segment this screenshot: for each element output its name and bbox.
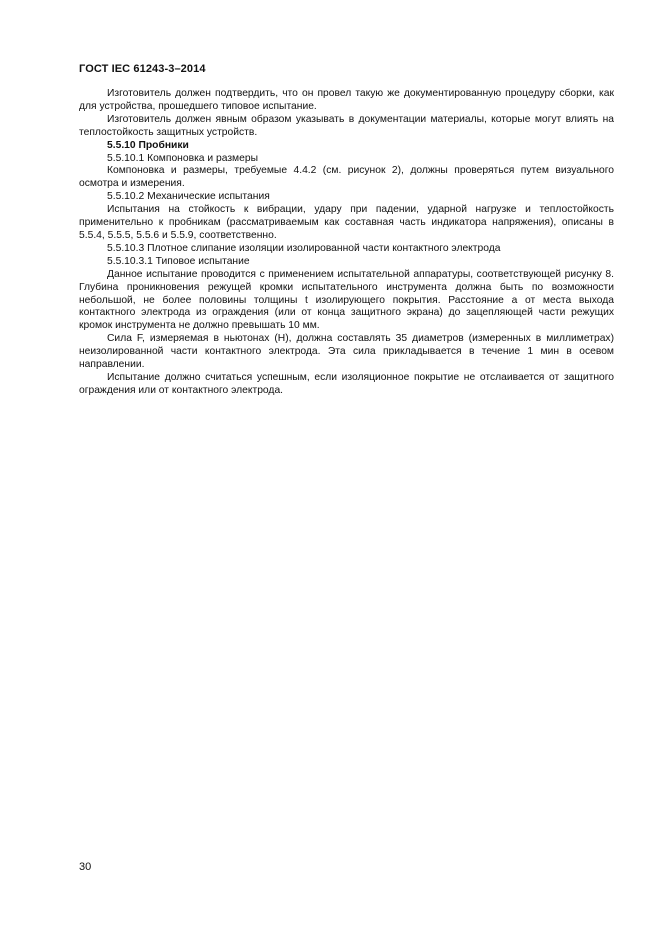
- subsection-heading-5-5-10-2: 5.5.10.2 Механические испытания: [107, 191, 270, 203]
- document-body: [79, 88, 614, 398]
- paragraph-type-test: Данное испытание проводится с применением испытательной аппаратуры, соответствующей рисунку 8. Глубина проникновения режущей кромки испытательного инструмента должна быть по возможности небольшой, не более половины толщины t изолирующего покрытия. Расстояние a от места выхода контактного электрода из ограждения (или от конца защитного экрана) до зацепляющей части режущих кромок инструмента не должно превышать 10 мм.: [79, 268, 614, 332]
- subsection-heading-5-5-10-3: 5.5.10.3 Плотное слипание изоляции изолированной части контактного электрода: [107, 242, 501, 254]
- page-number: 30: [79, 861, 92, 873]
- paragraph-mechanical-tests: Испытания на стойкость к вибрации, удару при падении, ударной нагрузке и теплостойкость применительно к пробникам (рассматриваемым как составная часть индикатора напряжения), описаны в 5.5.4, 5.5.5, 5.5.6 и 5.5.9, соответственно.: [79, 204, 614, 241]
- document-header: ГОСТ IEC 61243-3–2014: [79, 63, 206, 75]
- paragraph-success-criterion: Испытание должно считаться успешным, если изоляционное покрытие не отслаивается от защитного ограждения или от контактного электрода.: [79, 371, 614, 396]
- paragraph-manufacturer-procedure: Изготовитель должен подтвердить, что он провел такую же документированную процедуру сборки, как для устройства, прошедшего типовое испытание.: [79, 88, 614, 112]
- subsection-heading-5-5-10-1: 5.5.10.1 Компоновка и размеры: [107, 152, 258, 164]
- section-heading-5-5-10: 5.5.10 Пробники: [107, 139, 189, 151]
- subsection-heading-5-5-10-3-1: 5.5.10.3.1 Типовое испытание: [107, 255, 250, 267]
- paragraph-layout-dimensions: Компоновка и размеры, требуемые 4.4.2 (см. рисунок 2), должны проверяться путем визуального осмотра и измерения.: [79, 165, 614, 190]
- paragraph-force: Сила F, измеряемая в ньютонах (Н), должна составлять 35 диаметров (измеренных в миллиметрах) неизолированной части контактного электрода. Эта сила прикладывается в течение 1 мин в осевом направлении.: [79, 333, 614, 371]
- paragraph-manufacturer-materials: Изготовитель должен явным образом указывать в документации материалы, которые могут влиять на теплостойкость защитных устройств.: [79, 113, 614, 138]
